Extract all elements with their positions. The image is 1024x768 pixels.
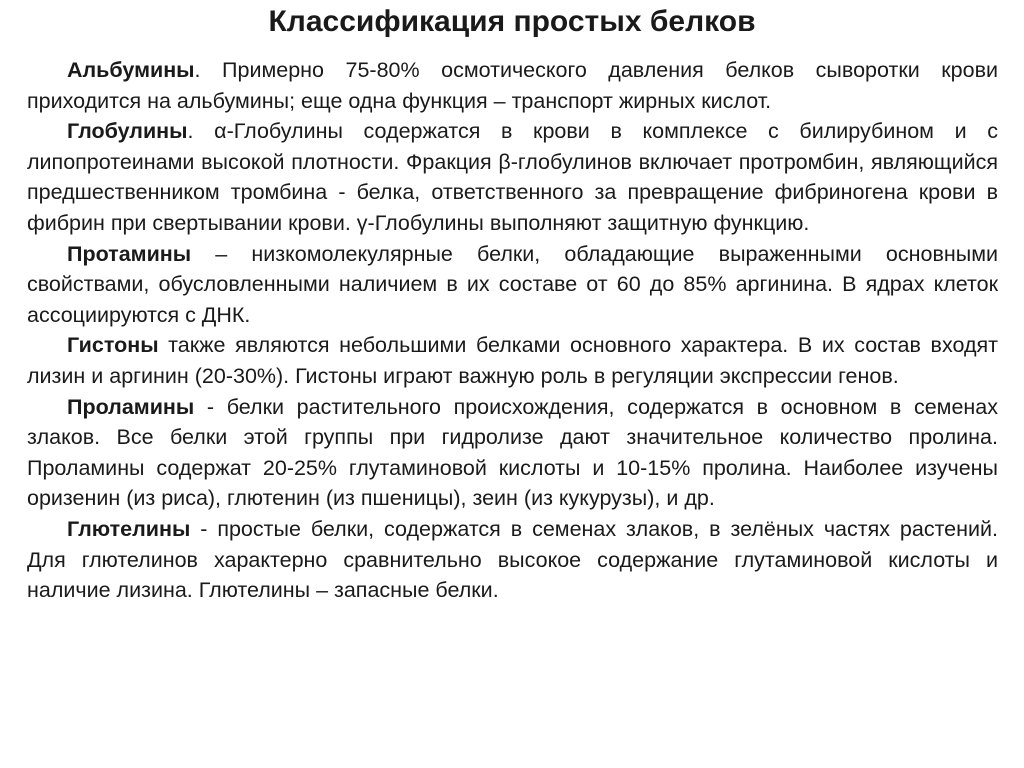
text-glutelins: - простые белки, содержатся в семенах злаков, в зелёных частях растений. Для глютелинов характерно сравнительно высокое содержание глутаминовой кислоты и наличие лизина. Глютелины – запасные белки. [27, 516, 998, 603]
text-albumins: . Примерно 75-80% осмотического давления белков сыворотки крови приходится на альбумины; еще одна функция – транспорт жирных кислот. [27, 58, 998, 113]
paragraph-protamines [27, 239, 998, 331]
paragraph-prolamins [27, 392, 998, 514]
paragraph-glutelins [27, 514, 998, 606]
term-histones: Гистоны [67, 333, 159, 358]
slide-title: Классификация простых белков [268, 5, 756, 38]
text-prolamins: - белки растительного происхождения, содержатся в основном в семенах злаков. Все белки этой группы при гидролизе дают значительное количество пролина. Проламины содержат 20-25% глутаминовой кислоты и 10-15% пролина. Наиболее изучены оризенин (из риса), глютенин (из пшеницы), зеин (из кукурузы), и др. [27, 394, 998, 511]
term-protamines: Протамины [67, 241, 192, 266]
text-protamines: – низкомолекулярные белки, обладающие выраженными основными свойствами, обусловленными наличием в их составе от 60 до 85% аргинина. В ядрах клеток ассоциируются с ДНК. [27, 241, 998, 327]
paragraph-globulins [27, 116, 998, 238]
term-albumins: Альбумины [67, 58, 195, 82]
text-globulins: . α-Глобулины содержатся в крови в комплексе с билирубином и с липопротеинами высокой плотности. Фракция β-глобулинов включает протромбин, являющийся предшественником тромбина - белка, ответственного за превращение фибриногена крови в фибрин при свертывании крови. γ-Глобулины выполняют защитную функцию. [27, 119, 998, 235]
slide-body [27, 55, 998, 606]
paragraph-histones [27, 330, 998, 391]
term-globulins: Глобулины [67, 119, 188, 144]
text-histones: также являются небольшими белками основного характера. В их состав входят лизин и аргинин (20-30%). Гистоны играют важную роль в регуляции экспрессии генов. [27, 333, 998, 388]
term-glutelins: Глютелины [67, 516, 191, 541]
term-prolamins: Проламины [67, 394, 195, 419]
paragraph-albumins [27, 55, 998, 116]
